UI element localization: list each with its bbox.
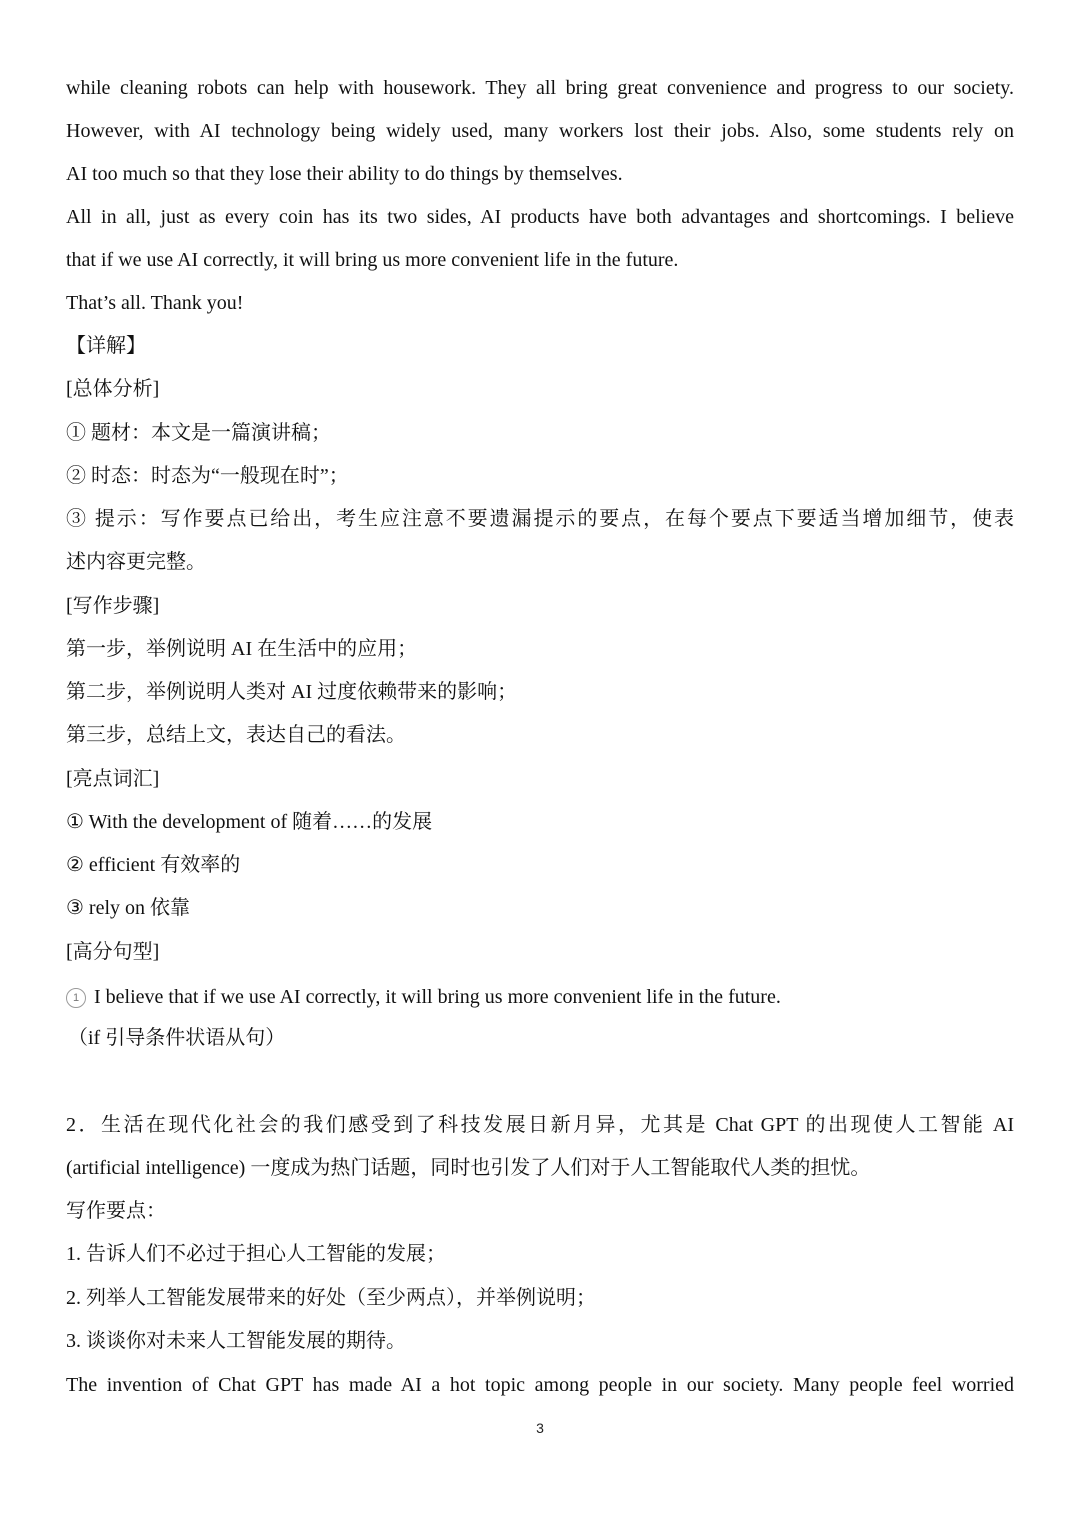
sentence-note: （if 引导条件状语从句） [68, 1027, 286, 1049]
paragraph-line: However, with AI technology being widely used, many workers lost their jobs. Also, some students rely on [66, 120, 1014, 142]
section-heading-writing-steps: [写作步骤] [66, 595, 160, 617]
writing-step: 第一步，举例说明 AI 在生活中的应用； [66, 638, 418, 660]
analysis-item: ① 题材：本文是一篇演讲稿； [66, 422, 331, 444]
writing-point: 2. 列举人工智能发展带来的好处（至少两点），并举例说明； [66, 1287, 596, 1309]
section-heading-overall-analysis: [总体分析] [66, 378, 160, 400]
paragraph-line: that if we use AI correctly, it will bring us more convenient life in the future. [66, 249, 679, 271]
analysis-item: ② 时态：时态为“一般现在时”； [66, 465, 349, 487]
section-heading-vocabulary: [亮点词汇] [66, 768, 160, 790]
writing-point: 1. 告诉人们不必过于担心人工智能的发展； [66, 1243, 446, 1265]
section-heading-sentences: [高分句型] [66, 941, 160, 963]
writing-step: 第三步，总结上文，表达自己的看法。 [66, 724, 406, 746]
question-prompt-line: 2．生活在现代化社会的我们感受到了科技发展日新月异，尤其是 Chat GPT 的出现使人工智能 AI [66, 1114, 1014, 1136]
circled-number-marker: 1 [66, 988, 86, 1008]
writing-points-heading: 写作要点： [66, 1200, 166, 1222]
question-prompt-line: (artificial intelligence) 一度成为热门话题，同时也引发了人们对于人工智能取代人类的担忧。 [66, 1157, 871, 1179]
paragraph-line: while cleaning robots can help with housework. They all bring great convenience and progress to our society. [66, 77, 1014, 99]
writing-point: 3. 谈谈你对未来人工智能发展的期待。 [66, 1330, 406, 1352]
vocabulary-item: ② efficient 有效率的 [66, 854, 241, 876]
analysis-item: ③ 提示：写作要点已给出，考生应注意不要遗漏提示的要点，在每个要点下要适当增加细节，使表 [66, 508, 1014, 530]
detail-heading: 【详解】 [66, 335, 146, 357]
analysis-item-continuation: 述内容更完整。 [66, 551, 206, 573]
closing-line: That’s all. Thank you! [66, 292, 244, 314]
vocabulary-item: ③ rely on 依靠 [66, 897, 191, 919]
writing-step: 第二步，举例说明人类对 AI 过度依赖带来的影响； [66, 681, 518, 703]
paragraph-line: All in all, just as every coin has its two sides, AI products have both advantages and shortcomings. I believe [66, 206, 1014, 228]
page-number: 3 [536, 1420, 544, 1436]
vocabulary-item: ① With the development of 随着……的发展 [66, 811, 433, 833]
sentence-item [66, 983, 781, 1011]
sentence-text: I believe that if we use AI correctly, it will bring us more convenient life in the future. [94, 986, 781, 1008]
answer-line: The invention of Chat GPT has made AI a hot topic among people in our society. Many people feel worried [66, 1374, 1014, 1396]
paragraph-line: AI too much so that they lose their ability to do things by themselves. [66, 163, 623, 185]
